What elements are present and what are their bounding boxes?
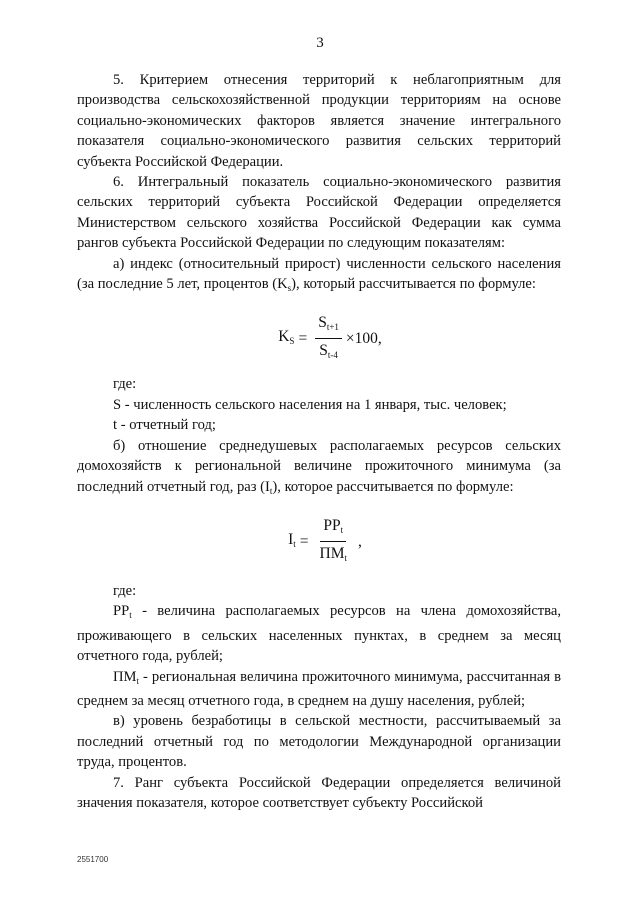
formula-it-numerator: $PP_t$ [320,516,346,542]
formula-it [89,511,561,573]
document-body [77,70,561,813]
paragraph-b: б) отношение среднедушевых располагаемых ресурсов сельских домохозяйств к региональной величине прожиточного минимума (за последний отчетный год, раз $(I_t)$, которое рассчитывается по формуле: [77,437,561,496]
formula-it-lhs: $I_t$ [288,530,296,549]
paragraph-a [77,254,561,299]
paragraph-a-text-end: ), который рассчитывается по формуле: [291,276,536,293]
formula-ks-lhs: $K_S$ [278,328,295,347]
definition-s: S - численность сельского населения на 1 января, тыс. человек; [113,396,507,413]
formula-ks-comma: , [377,330,382,348]
paragraph-a-subscript: s [287,283,292,294]
formula-ks-equals: = [298,330,308,348]
formula-ks-fraction [315,313,342,366]
definition-pp: $РР_t$ - величина располагаемых ресурсов на члена домохозяйства, проживающего в сельских населенных пунктах, в среднем за месяц отчетного года, рублей; [77,603,561,665]
formula-it-equals: = [299,532,309,550]
formula-ks-multiplier: ×100 [345,330,378,348]
where-label-2: где: [113,582,137,599]
paragraph-5: 5. Критерием отнесения территорий к неблагоприятным для производства сельскохозяйственной продукции территориям на основе социально-экономических факторов является значение интегрального показателя социально-экономического развития сельских территорий субъекта Российской Федерации. [77,72,561,170]
where-label-1: где: [113,376,137,393]
formula-ks-numerator: $S_{t+1}$ [315,313,342,339]
definition-t: t - отчетный год; [113,417,216,434]
paragraph-7: 7. Ранг субъекта Российской Федерации определяется величиной значения показателя, которое соответствует субъекту Российской [77,774,561,811]
page-number: 3 [316,35,324,51]
formula-it-comma: , [358,532,362,550]
formula-it-fraction [317,516,351,569]
paragraph-v: в) уровень безработицы в сельской местности, рассчитываемый за последний отчетный год по методологии Международной организации труда, процентов. [77,713,561,771]
footer-document-code: 2551700 [77,855,109,864]
formula-it-denominator: $ПМ_t$ [319,544,348,563]
paragraph-a-text-start: а) индекс (относительный прирост) численности сельского населения (за последние 5 лет, процентов (K [77,255,561,293]
definition-pm: $ПМ_t$ - региональная величина прожиточного минимума, рассчитанная в среднем за месяц отчетного года, в среднем на душу населения, рублей; [77,668,561,709]
formula-ks-denominator: $S_{t-4}$ [319,342,338,361]
formula-ks [99,304,561,374]
paragraph-6: 6. Интегральный показатель социально-экономического развития сельских территорий субъекта Российской Федерации определяется Министерством сельского хозяйства Российской Федерации как сумма рангов субъекта Российской Федерации по следующим показателям: [77,174,561,252]
